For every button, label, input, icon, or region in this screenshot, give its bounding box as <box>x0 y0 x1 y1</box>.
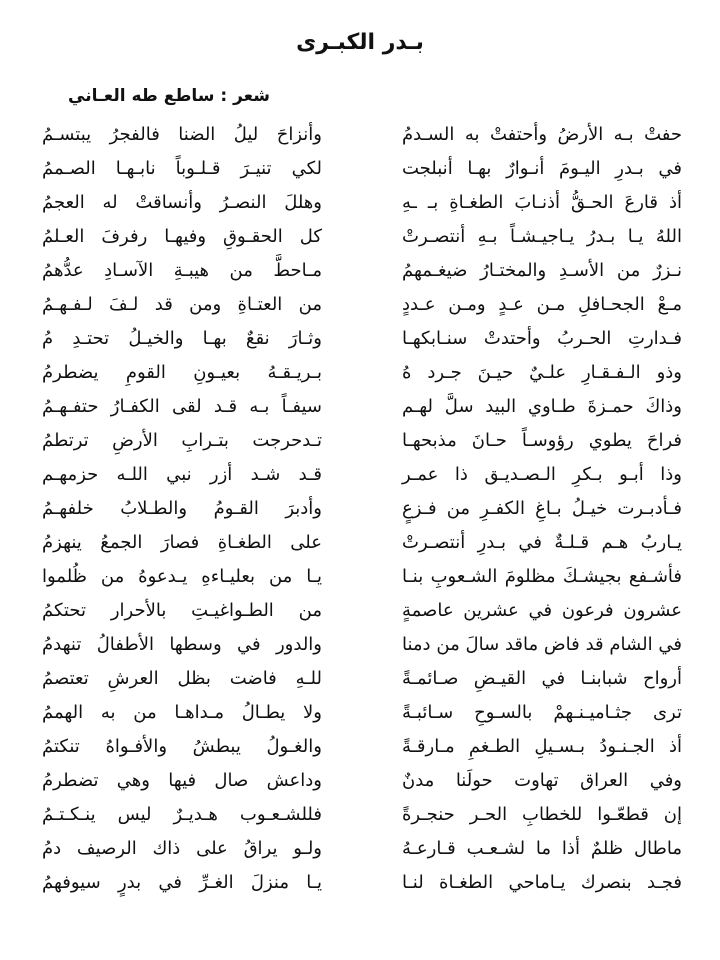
verse-line <box>0 118 720 152</box>
verse-line <box>0 220 720 254</box>
first-hemistich: وذو الـفـقـارِ علـيٌ حيـنَ جـرد هُ <box>402 362 682 383</box>
second-hemistich: مـاحطَّ من هيبـةِ الآسـادِ عدُّهمُ <box>42 260 322 281</box>
second-hemistich: فللشـعـوب هـديـرٌ ليس ينـكـتـمُ <box>42 804 322 825</box>
second-hemistich: تـدحرجت بتـرابِ الأرضِ ترتطمُ <box>42 430 322 451</box>
first-hemistich: مـعْ الجحـافلِ مـن عـدٍ ومـن عـددٍ <box>402 294 682 315</box>
verse-line <box>0 832 720 866</box>
second-hemistich: والغـولُ يبطشُ والأفـواهُ تنكتمُ <box>42 736 322 757</box>
first-hemistich: اللهُ يـا بـدرُ يـاجيـشـاً بـهِ أنتصـرتْ <box>402 226 682 247</box>
first-hemistich: فراحَ يطوي رؤوسـاً حـانَ مذبحهـا <box>402 430 682 451</box>
first-hemistich: في الشام قد فاض ماقد سالَ من دمنا <box>402 634 682 655</box>
second-hemistich: يـا منزلَ الغـرِّ في بدرٍ سيوفهمُ <box>42 872 322 893</box>
first-hemistich: عشرون فرعون في عشرين عاصمةٍ <box>402 600 682 621</box>
second-hemistich: للـهِ فاضت بظل العرشِ تعتصمُ <box>42 668 322 689</box>
verse-line <box>0 390 720 424</box>
first-hemistich: وذاكَ حمـزةَ طـاوي البيد سلَّ لهـم <box>402 396 682 417</box>
second-hemistich: يـا من بعليـاءهِ يـدعوهُ من ظُلموا <box>42 566 322 587</box>
first-hemistich: فأشـفع بجيشـكَ مظلومَ الشـعوبِ بنـا <box>402 566 682 587</box>
second-hemistich: وأنزاحَ ليلُ الضنا فالفجرُ يبتسـمُ <box>42 124 322 145</box>
verse-line <box>0 594 720 628</box>
verse-line <box>0 866 720 900</box>
second-hemistich: ولا يطـالُ مـداهـا من به الهممُ <box>42 702 322 723</box>
verse-line <box>0 492 720 526</box>
second-hemistich: قـد شـد أزر نبي اللـه حزمهـم <box>42 464 322 485</box>
second-hemistich: كل الحقـوقِ وفيهـا رفرفَ العـلمُ <box>42 226 322 247</box>
first-hemistich: أرواح شبابنـا في القيـضِ صـائمـةً <box>402 668 682 689</box>
verse-line <box>0 458 720 492</box>
poem-author: شعر : ساطع طه العـاني <box>68 86 270 106</box>
first-hemistich: وفي العراق تهاوت حولَنا مدنٌ <box>402 770 682 791</box>
verse-line <box>0 696 720 730</box>
second-hemistich: سيفـاً بـه قـد لقى الكفـارُ حتفـهـمُ <box>42 396 322 417</box>
second-hemistich: من الطـواغيـتِ بالأحرار تحتكمُ <box>42 600 322 621</box>
verse-line <box>0 288 720 322</box>
second-hemistich: والدور في وسطها الأطفالُ تنهدمُ <box>42 634 322 655</box>
first-hemistich: في بـدرِ اليـومَ أنـوارٌ بهـا أنبلجت <box>402 158 682 179</box>
verse-line <box>0 356 720 390</box>
poem-title: بـدر الكبـرى <box>296 30 424 55</box>
verse-line <box>0 560 720 594</box>
first-hemistich: فـأدبـرت خيـلُ بـاغِ الكفـرِ من فـزعٍ <box>402 498 682 519</box>
verse-line <box>0 662 720 696</box>
first-hemistich: فجـد بنصرك يـاماحي الطغـاة لنـا <box>402 872 682 893</box>
first-hemistich: ترى جثـاميـنـهمْ بالسـوحِ سـائبـةً <box>402 702 682 723</box>
second-hemistich: وداعش صال فيها وهي تضطرمُ <box>42 770 322 791</box>
first-hemistich: يـاربُ هـم قـلـةٌ في بـدرِ أنتصـرتْ <box>402 532 682 553</box>
second-hemistich: وهللَ النصـرُ وأنساقتْ له العجمُ <box>42 192 322 213</box>
verse-line <box>0 628 720 662</box>
second-hemistich: بـريـقـهُ بعيـونِ القومِ يضطرمُ <box>42 362 322 383</box>
verse-line <box>0 322 720 356</box>
verse-line <box>0 424 720 458</box>
first-hemistich: أذ الجـنـودُ بـسـيلِ الطـغمِ مـارقـةً <box>402 736 682 757</box>
first-hemistich: إن قطعّـوا للخطابِ الحـر حنجـرةً <box>402 804 682 825</box>
verse-line <box>0 526 720 560</box>
verse-line <box>0 152 720 186</box>
first-hemistich: وذا أبـو بـكرِ الـصـديـق ذا عمـر <box>402 464 682 485</box>
first-hemistich: أذ قارعَ الحـقُّ أذنـابَ الطغـاةِ بـ ـهِ <box>402 192 682 213</box>
first-hemistich: حفتْ بـه الأرضُ وأحتفتْ به السـدمُ <box>402 124 682 145</box>
second-hemistich: ولـو يراقُ على ذاك الرصيف دمُ <box>42 838 322 859</box>
second-hemistich: من العتـاةِ ومن قد لـفَ لـفـهـمُ <box>42 294 322 315</box>
second-hemistich: وأدبرَ القـومُ والطـلابُ خلفهـمُ <box>42 498 322 519</box>
second-hemistich: وثـارَ نقعٌ بهـا والخيـلُ تحتـدِ مُ <box>42 328 322 349</box>
first-hemistich: نـزرٌ من الأسـدِ والمختـارُ ضيغـمهمُ <box>402 260 682 281</box>
verse-line <box>0 186 720 220</box>
verse-line <box>0 764 720 798</box>
second-hemistich: لكي تنيـرَ قـلـوباً نابـهـا الصـممُ <box>42 158 322 179</box>
verse-line <box>0 254 720 288</box>
second-hemistich: على الطغـاةِ فصارَ الجمعُ ينهزمُ <box>42 532 322 553</box>
verse-line <box>0 798 720 832</box>
poem-body <box>0 118 720 900</box>
first-hemistich: ماطال ظلمٌ أذا ما لشـعـب قـارعـهُ <box>402 838 682 859</box>
verse-line <box>0 730 720 764</box>
first-hemistich: فـدارتِ الحـربُ وأحتدتْ سنـابكهـا <box>402 328 682 349</box>
